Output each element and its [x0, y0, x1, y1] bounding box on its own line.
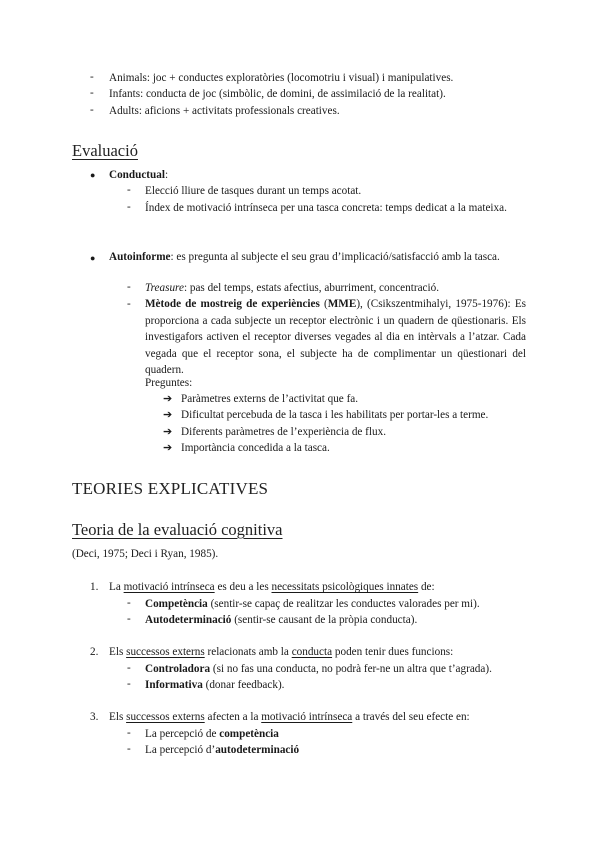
dash-marker: - — [127, 298, 131, 310]
list-item: Índex de motivació intrínseca per una tasca concreta: temps dedicat a la mateixa. — [145, 202, 507, 214]
arrow-right-icon: ➔ — [163, 393, 173, 405]
point-text: Els successos externs afecten a la motivació intrínseca a través del seu efecte en: — [109, 711, 470, 723]
list-item: La percepció d’autodeterminació — [145, 744, 300, 756]
list-item: Informativa (donar feedback). — [145, 679, 285, 691]
bullet-icon: ● — [90, 170, 96, 180]
bullet-icon: ● — [90, 253, 96, 263]
list-item: Dificultat percebuda de la tasca i les habilitats per portar-les a terme. — [181, 409, 489, 421]
treasure-item: Treasure: pas del temps, estats afectius, aburriment, concentració. — [145, 282, 439, 294]
section-heading-evaluacio: Evaluació — [72, 141, 138, 160]
conductual-label: Conductual: — [109, 169, 169, 181]
list-item: Importància concedida a la tasca. — [181, 442, 330, 454]
mme-paragraph: Mètode de mostreig de experiències (MME), (Csikszentmihalyi, 1975-1976): Es proporciona a cada subjecte un receptor electrònic i un quadern de qüestionaris. Els investigafors activen el receptor diverses vegades al dia en intèrvals a l’atzar. Cada vegada que el receptor sona, el subjecte ha de complimentar un qüestionari del quadern. — [145, 298, 527, 376]
preguntes-label: Preguntes: — [145, 377, 193, 389]
list-item: Paràmetres externs de l’activitat que fa. — [181, 393, 359, 405]
citation: (Deci, 1975; Deci i Ryan, 1985). — [72, 548, 219, 560]
dash-marker: - — [127, 201, 131, 213]
dash-marker: - — [90, 71, 94, 83]
dash-marker: - — [127, 281, 131, 293]
arrow-right-icon: ➔ — [163, 442, 173, 454]
autoinforme-paragraph: Autoinforme: es pregunta al subjecte el seu grau d’implicació/satisfacció amb la tasca. — [109, 251, 500, 263]
dash-marker: - — [127, 743, 131, 755]
dash-marker: - — [127, 678, 131, 690]
list-item: Controladora (si no fas una conducta, no podrà fer-ne un altra que t’agrada). — [145, 663, 492, 675]
point-text: Els successos externs relacionats amb la conducta poden tenir dues funcions: — [109, 646, 454, 658]
list-item: La percepció de competència — [145, 728, 279, 740]
dash-marker: - — [127, 184, 131, 196]
dash-marker: - — [127, 613, 131, 625]
list-item: Infants: conducta de joc (simbòlic, de domini, de assimilació de la realitat). — [109, 88, 446, 100]
dash-marker: - — [127, 727, 131, 739]
list-number: 1. — [90, 581, 99, 593]
arrow-right-icon: ➔ — [163, 426, 173, 438]
section-heading-teoria: Teoria de la evaluació cognitiva — [72, 520, 283, 539]
list-item: Competència (sentir-se capaç de realitzar les conductes valorades per mi). — [145, 598, 480, 610]
dash-marker: - — [127, 662, 131, 674]
list-item: Autodeterminació (sentir-se causant de la pròpia conducta). — [145, 614, 418, 626]
list-number: 3. — [90, 711, 99, 723]
list-item: Animals: joc + conductes exploratòries (locomotriu i visual) i manipulatives. — [109, 72, 454, 84]
arrow-right-icon: ➔ — [163, 409, 173, 421]
list-item: Diferents paràmetres de l’experiència de flux. — [181, 426, 387, 438]
list-item: Adults: aficions + activitats professionals creatives. — [109, 105, 340, 117]
list-number: 2. — [90, 646, 99, 658]
dash-marker: - — [90, 87, 94, 99]
dash-marker: - — [127, 597, 131, 609]
point-text: La motivació intrínseca es deu a les necessitats psicològiques innates de: — [109, 581, 435, 593]
dash-marker: - — [90, 104, 94, 116]
page-title-teories: TEORIES EXPLICATIVES — [72, 479, 269, 498]
list-item: Elecció lliure de tasques durant un temps acotat. — [145, 185, 362, 197]
